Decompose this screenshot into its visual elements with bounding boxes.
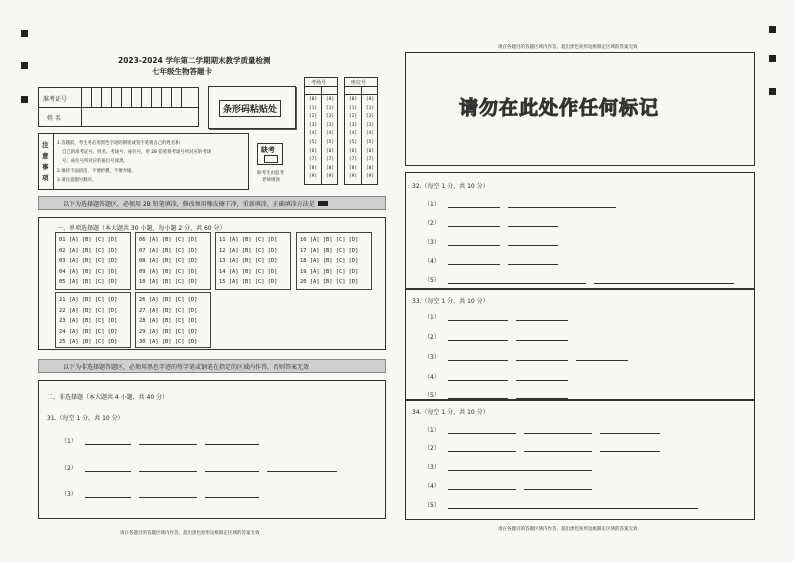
digit-bubble[interactable]: [1] [348, 105, 358, 111]
q32-row-4[interactable]: （4） [424, 256, 558, 265]
digit-bubble[interactable]: [8] [365, 165, 375, 171]
choice-row[interactable]: 07 [A] [B] [C] [D] [139, 247, 198, 254]
digit-bubble[interactable]: [3] [308, 122, 318, 128]
digit-bubble[interactable]: [3] [348, 122, 358, 128]
exam-id-label: 准考证号 [43, 96, 68, 103]
choice-row[interactable]: 24 [A] [B] [C] [D] [59, 328, 118, 335]
nonchoice-banner [38, 359, 386, 373]
digit-bubble[interactable]: [9] [308, 174, 318, 180]
q32-row-5[interactable]: （5） [424, 275, 734, 284]
absent-box [257, 143, 283, 165]
q32-title: 32.（每空 1 分，共 10 分） [412, 183, 489, 190]
digit-bubble[interactable]: [6] [325, 148, 335, 154]
choice-row[interactable]: 05 [A] [B] [C] [D] [59, 279, 118, 286]
barcode-label: 条形码粘贴处 [219, 100, 281, 117]
choice-row[interactable]: 02 [A] [B] [C] [D] [59, 247, 118, 254]
absent-note-2: 老师填涂 [262, 178, 280, 183]
no-mark-area [405, 52, 755, 166]
q32-box [405, 172, 755, 289]
exam-room-label: 考场号 [311, 80, 327, 86]
choice-group-3[interactable] [215, 232, 291, 290]
choice-row[interactable]: 06 [A] [B] [C] [D] [139, 237, 198, 243]
choice-row[interactable]: 27 [A] [B] [C] [D] [139, 307, 198, 314]
choice-group-5[interactable] [55, 292, 131, 348]
absent-checkbox[interactable] [264, 155, 278, 163]
section2-title: 二、非选择题（本大题共 4 小题，共 40 分） [47, 394, 169, 401]
q33-title: 33.（每空 1 分，共 10 分） [412, 298, 489, 305]
notice-box [38, 133, 249, 190]
choice-row[interactable]: 16 [A] [B] [C] [D] [300, 237, 359, 243]
digit-bubble[interactable]: [2] [365, 114, 375, 120]
absent-label: 缺考 [261, 146, 275, 154]
q34-row-2[interactable]: （2） [424, 443, 660, 452]
choice-row[interactable]: 10 [A] [B] [C] [D] [139, 279, 198, 286]
choice-group-4[interactable] [296, 232, 372, 290]
digit-bubble[interactable]: [4] [308, 131, 318, 137]
digit-bubble[interactable]: [2] [308, 114, 318, 120]
exam-id-box [38, 87, 199, 127]
registration-mark-r2 [769, 88, 776, 95]
q33-row-1[interactable]: （1） [424, 312, 568, 321]
registration-mark-l2 [21, 96, 28, 103]
choice-row[interactable]: 28 [A] [B] [C] [D] [139, 318, 198, 325]
section1-title: 一、单项选择题（本大题共 30 小题，每小题 2 分，共 60 分） [57, 225, 226, 232]
q34-title: 34.（每空 1 分，共 10 分） [412, 409, 489, 416]
choice-row[interactable]: 23 [A] [B] [C] [D] [59, 318, 118, 325]
digit-bubble[interactable]: [4] [365, 131, 375, 137]
choice-row[interactable]: 19 [A] [B] [C] [D] [300, 268, 359, 275]
choice-row[interactable]: 22 [A] [B] [C] [D] [59, 307, 118, 314]
choice-row[interactable]: 14 [A] [B] [C] [D] [219, 268, 278, 275]
digit-bubble[interactable]: [3] [365, 122, 375, 128]
digit-bubble[interactable]: [6] [365, 148, 375, 154]
digit-bubble[interactable]: [5] [348, 139, 358, 145]
no-mark-text: 请勿在此处作任何标记 [459, 97, 660, 119]
choice-row[interactable]: 21 [A] [B] [C] [D] [59, 297, 118, 303]
q34-row-5[interactable]: （5） [424, 500, 698, 509]
name-field[interactable] [82, 108, 197, 126]
q34-box [405, 400, 755, 520]
digit-bubble[interactable]: [1] [365, 105, 375, 111]
registration-mark-r1 [769, 55, 776, 62]
choice-row[interactable]: 13 [A] [B] [C] [D] [219, 258, 278, 265]
digit-bubble[interactable]: [7] [325, 157, 335, 163]
q32-row-3[interactable]: （3） [424, 237, 558, 246]
choice-group-1[interactable] [55, 232, 131, 290]
digit-bubble[interactable]: [0] [348, 97, 358, 102]
choice-row[interactable]: 25 [A] [B] [C] [D] [59, 339, 118, 346]
q33-row-3[interactable]: （3） [424, 352, 628, 361]
digit-bubble[interactable]: [3] [325, 122, 335, 128]
choice-row[interactable]: 15 [A] [B] [C] [D] [219, 279, 278, 286]
digit-bubble[interactable]: [2] [348, 114, 358, 120]
registration-mark-l1 [21, 62, 28, 69]
nonchoice-banner-text: 以下为非选择题答题区，必须用黑色字迹的签字笔或钢笔在指定的区域内作答，否则答案无效 [63, 363, 310, 371]
choice-row[interactable]: 08 [A] [B] [C] [D] [139, 258, 198, 265]
seat-digits-col2[interactable] [362, 96, 378, 182]
digit-bubble[interactable]: [9] [348, 174, 358, 180]
choice-banner [38, 196, 386, 210]
choice-row[interactable]: 29 [A] [B] [C] [D] [139, 328, 198, 335]
exam-room-digits-col1[interactable] [305, 96, 321, 182]
q33-row-5[interactable]: （5） [424, 390, 568, 399]
digit-bubble[interactable]: [5] [325, 139, 335, 145]
section2-box [38, 380, 386, 519]
q31-row-3[interactable]: （3） [61, 489, 259, 498]
digit-bubble[interactable]: [4] [325, 131, 335, 137]
digit-bubble[interactable]: [2] [325, 114, 335, 120]
digit-bubble[interactable]: [8] [348, 165, 358, 171]
footer-note-left: 请在各题目的答题区域内作答，超出黑色矩形边框限定区域的答案无效 [120, 531, 260, 536]
digit-bubble[interactable]: [1] [325, 105, 335, 111]
digit-bubble[interactable]: [5] [365, 139, 375, 145]
q33-box [405, 289, 755, 400]
choice-row[interactable]: 03 [A] [B] [C] [D] [59, 258, 118, 265]
q33-row-4[interactable]: （4） [424, 372, 568, 381]
choice-row[interactable]: 12 [A] [B] [C] [D] [219, 247, 278, 254]
exam-title: 2023-2024 学年第二学期期末教学质量检测 [118, 56, 271, 65]
digit-bubble[interactable]: [7] [365, 157, 375, 163]
choice-row[interactable]: 30 [A] [B] [C] [D] [139, 339, 198, 346]
digit-bubble[interactable]: [0] [325, 97, 335, 102]
choice-row[interactable]: 26 [A] [B] [C] [D] [139, 297, 198, 303]
choice-row[interactable]: 09 [A] [B] [C] [D] [139, 268, 198, 275]
registration-mark-tr [769, 26, 776, 33]
choice-banner-text: 以下为选择题答题区，必须用 2B 铅笔填涂，修改须用橡皮擦干净，重新填涂，正确填涂方法是 [63, 200, 315, 208]
q32-row-1[interactable]: （1） [424, 199, 616, 208]
seat-digits-col1[interactable] [345, 96, 361, 182]
notice-label: 注 意 事 项 [42, 141, 49, 182]
registration-mark-tl [21, 30, 28, 37]
choice-group-6[interactable] [135, 292, 211, 348]
barcode-area [208, 86, 296, 129]
exam-room-grid [304, 77, 338, 185]
q34-row-4[interactable]: （4） [424, 481, 592, 490]
q31-title: 31.（每空 1 分，共 10 分） [47, 415, 124, 422]
digit-bubble[interactable]: [1] [308, 105, 318, 111]
filled-sample-icon [318, 201, 328, 206]
name-label: 姓 名 [47, 115, 61, 122]
digit-bubble[interactable]: [6] [348, 148, 358, 154]
exam-id-cells[interactable] [82, 88, 197, 107]
digit-bubble[interactable]: [0] [365, 97, 375, 102]
q31-row-1[interactable]: （1） [61, 436, 259, 445]
top-note-right: 请在各题目的答题区域内作答，超出黑色矩形边框限定区域的答案无效 [498, 45, 638, 50]
digit-bubble[interactable]: [0] [308, 97, 318, 102]
footer-note-right: 请在各题目的答题区域内作答，超出黑色矩形边框限定区域的答案无效 [498, 527, 638, 532]
digit-bubble[interactable]: [9] [325, 174, 335, 180]
exam-subtitle: 七年级生物答题卡 [152, 67, 212, 76]
digit-bubble[interactable]: [4] [348, 131, 358, 137]
choice-row[interactable]: 11 [A] [B] [C] [D] [219, 237, 278, 243]
exam-room-digits-col2[interactable] [322, 96, 338, 182]
q33-row-2[interactable]: （2） [424, 332, 568, 341]
digit-bubble[interactable]: [7] [308, 157, 318, 163]
q31-row-2[interactable]: （2） [61, 463, 337, 472]
notice-items: 1.答题前，考生务必用黑色字迹的钢笔或签字笔将自己的姓名和 自己的准考证号、姓名、考场号、座位号，用 2B 铅笔将考场号所对应的考场 号，座位号所对应的座位号涂黑。 2.保持卡面清洁，不要折叠，不要弄破。 3.请注意题号顺序。 [57, 141, 212, 183]
digit-bubble[interactable]: [5] [308, 139, 318, 145]
choice-row[interactable]: 04 [A] [B] [C] [D] [59, 268, 118, 275]
q34-row-3[interactable]: （3） [424, 462, 592, 471]
seat-grid [344, 77, 378, 185]
choice-row[interactable]: 01 [A] [B] [C] [D] [59, 237, 118, 243]
absent-note-1: 缺考生由监考 [257, 171, 284, 176]
seat-label: 座位号 [351, 80, 367, 86]
choice-group-2[interactable] [135, 232, 211, 290]
q32-row-2[interactable]: （2） [424, 218, 558, 227]
digit-bubble[interactable]: [7] [348, 157, 358, 163]
digit-bubble[interactable]: [8] [325, 165, 335, 171]
q34-row-1[interactable]: （1） [424, 425, 660, 434]
choice-row[interactable]: 20 [A] [B] [C] [D] [300, 279, 359, 286]
choice-row[interactable]: 17 [A] [B] [C] [D] [300, 247, 359, 254]
choice-row[interactable]: 18 [A] [B] [C] [D] [300, 258, 359, 265]
digit-bubble[interactable]: [6] [308, 148, 318, 154]
digit-bubble[interactable]: [9] [365, 174, 375, 180]
digit-bubble[interactable]: [8] [308, 165, 318, 171]
